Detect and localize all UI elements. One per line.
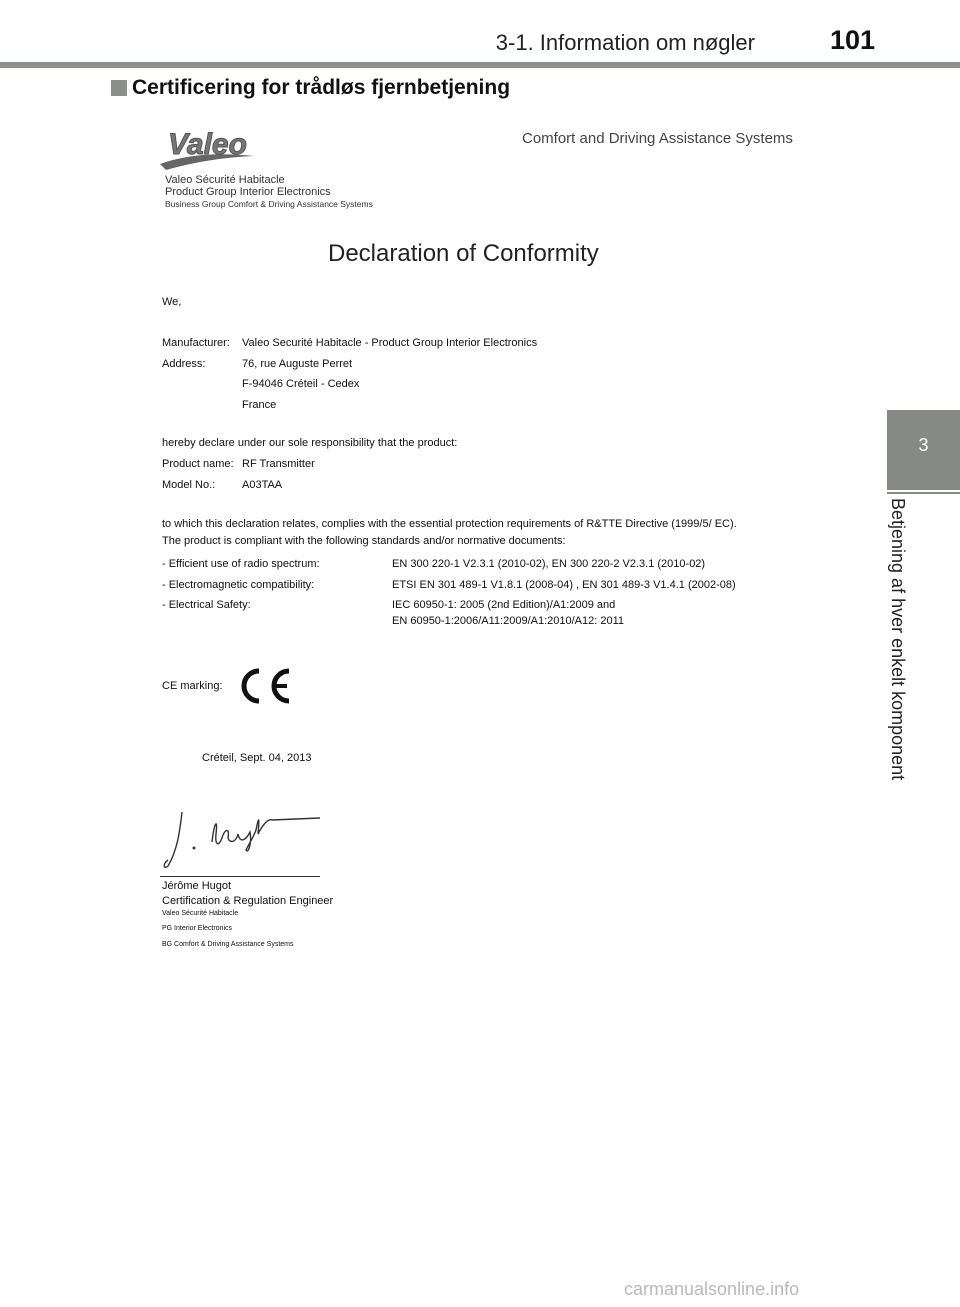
- complies-line-1: to which this declaration relates, complies with the essential protection requirements of R&TTE Directive (1999/5/ EC).: [162, 518, 737, 530]
- model-value: A03TAA: [242, 479, 283, 491]
- chapter-tab: [887, 410, 960, 490]
- doc-tagline: Comfort and Driving Assistance Systems: [522, 130, 793, 147]
- signer-title: Certification & Regulation Engineer: [162, 895, 334, 907]
- company-block: [165, 174, 373, 210]
- valeo-logo-text: Valeo: [168, 128, 247, 161]
- valeo-logo: [158, 120, 268, 174]
- we-text: We,: [162, 296, 182, 308]
- standard-value-3b: EN 60950-1:2006/A11:2009/A1:2010/A12: 2011: [392, 615, 625, 627]
- product-value: RF Transmitter: [242, 458, 315, 470]
- header-title: 3-1. Information om nøgler: [495, 30, 755, 55]
- page-number: 101: [829, 25, 875, 55]
- address-line-2: F-94046 Créteil - Cedex: [242, 378, 360, 390]
- place-date: Créteil, Sept. 04, 2013: [202, 752, 312, 764]
- model-label: Model No.:: [162, 479, 216, 491]
- complies-line-2: The product is compliant with the following standards and/or normative documents:: [162, 535, 566, 547]
- company-line-1: Valeo Sécurité Habitacle: [165, 174, 285, 186]
- doc-title: Declaration of Conformity: [328, 240, 599, 267]
- signer-org-2: PG Interior Electronics: [162, 925, 233, 932]
- signature-line: [160, 876, 320, 877]
- signer-org-3: BG Comfort & Driving Assistance Systems: [162, 941, 294, 948]
- section-heading-text: Certificering for trådløs fjernbetjening: [132, 76, 511, 99]
- declaration-document: [120, 110, 840, 990]
- standard-value-2: ETSI EN 301 489-1 V1.8.1 (2008-04) , EN 301 489-3 V1.4.1 (2002-08): [392, 579, 736, 591]
- address-line-3: France: [242, 399, 277, 411]
- watermark: carmanualsonline.info: [624, 1279, 800, 1299]
- manufacturer-label: Manufacturer:: [162, 337, 230, 349]
- company-line-3: Business Group Comfort & Driving Assistance Systems: [165, 199, 373, 209]
- declare-text: hereby declare under our sole responsibility that the product:: [162, 437, 458, 449]
- standard-label-1: - Efficient use of radio spectrum:: [162, 558, 320, 570]
- standard-value-3: IEC 60950-1: 2005 (2nd Edition)/A1:2009 and: [392, 599, 616, 611]
- company-line-2: Product Group Interior Electronics: [165, 186, 331, 198]
- ce-label: CE marking:: [162, 680, 223, 692]
- standard-label-3: - Electrical Safety:: [162, 599, 251, 611]
- chapter-label-text: Betjening af hver enkelt komponent: [888, 498, 908, 781]
- page-header: [0, 0, 960, 70]
- header-rule: [0, 62, 960, 68]
- chapter-number: 3: [918, 435, 929, 455]
- address-line-1: 76, rue Auguste Perret: [242, 358, 353, 370]
- signer-org-1: Valeo Sécurité Habitacle: [162, 910, 239, 917]
- chapter-rule: [887, 492, 960, 494]
- chapter-label: [880, 498, 908, 814]
- section-square-icon: [111, 80, 127, 96]
- manufacturer-value: Valeo Securité Habitacle - Product Group Interior Electronics: [242, 337, 538, 349]
- standard-value-1: EN 300 220-1 V2.3.1 (2010-02), EN 300 220-2 V2.3.1 (2010-02): [392, 558, 706, 570]
- standard-label-2: - Electromagnetic compatibility:: [162, 579, 315, 591]
- ce-mark-icon: [235, 665, 295, 707]
- product-label: Product name:: [162, 458, 234, 470]
- signature-icon: [160, 804, 330, 874]
- address-label: Address:: [162, 358, 206, 370]
- section-heading: [111, 76, 510, 100]
- signer-name: Jérôme Hugot: [162, 880, 232, 892]
